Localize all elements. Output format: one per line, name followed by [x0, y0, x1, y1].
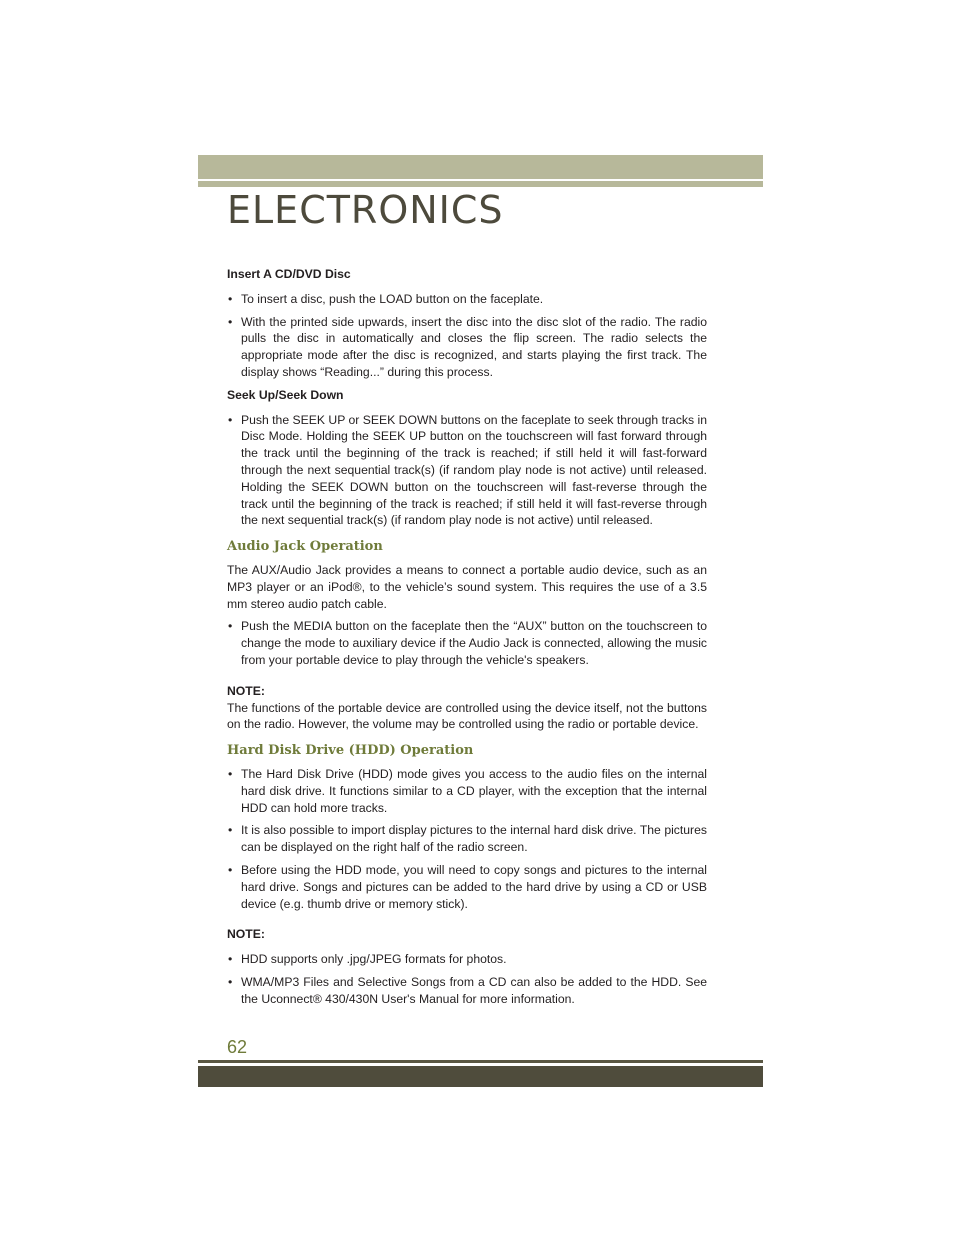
- list-item: • The Hard Disk Drive (HDD) mode gives you access to the audio files on the internal hard disk drive. It functions similar to a CD player, with the exception that the internal HDD can hold more tracks.: [227, 766, 707, 816]
- insert-disc-heading: Insert A CD/DVD Disc: [227, 267, 351, 281]
- footer-rule: [198, 1060, 763, 1063]
- seek-heading: Seek Up/Seek Down: [227, 387, 344, 402]
- note-text: The functions of the portable device are controlled using the device itself, not the buttons on the radio. However, the volume may be controlled using the radio or portable device.: [227, 700, 707, 732]
- note-label: NOTE:: [227, 683, 265, 698]
- footer-band: [198, 1066, 763, 1087]
- list-item: • Before using the HDD mode, you will need to copy songs and pictures to the internal hard drive. Songs and pictures can be added to the hard drive by using a CD or USB device (e.g. thumb drive or memory stick).: [227, 862, 707, 912]
- list-item: • With the printed side upwards, insert the disc into the disc slot of the radio. The radio pulls the disc in automatically and closes the flip screen. The radio selects the appropriate mode after the disc is recognized, and starts playing the first track. The display shows “Reading...” during this process.: [227, 314, 707, 381]
- header-rule: [198, 181, 763, 187]
- list-item: • It is also possible to import display pictures to the internal hard disk drive. The pictures can be displayed on the right half of the radio screen.: [227, 822, 707, 856]
- page-content: [227, 266, 707, 1013]
- list-item: • To insert a disc, push the LOAD button on the faceplate.: [227, 291, 707, 308]
- list-item: • HDD supports only .jpg/JPEG formats for photos.: [227, 951, 707, 968]
- hdd-heading: Hard Disk Drive (HDD) Operation: [227, 743, 474, 759]
- audio-jack-paragraph: The AUX/Audio Jack provides a means to connect a portable audio device, such as an MP3 player or an iPod®, to the vehicle’s sound system. This requires the use of a 3.5 mm stereo audio patch cable.: [227, 562, 707, 611]
- list-item: • Push the SEEK UP or SEEK DOWN buttons on the faceplate to seek through tracks in Disc Mode. Holding the SEEK UP button on the touchscreen will fast forward through the track until the beginning of the track is reached; if still held it will fast-forward through the next sequential track(s) (if random play node is not active) until released. Holding the SEEK DOWN button on the touchscreen will fast-reverse through the track until the beginning of the track is reached; if still held it will fast-reverse through the next sequential track(s) (if random play node is not active) until released.: [227, 412, 707, 530]
- page-number: 62: [227, 1037, 248, 1057]
- list-item: • Push the MEDIA button on the faceplate then the “AUX” button on the touchscreen to change the mode to auxiliary device if the Audio Jack is connected, allowing the music from your portable device to play through the vehicle's speakers.: [227, 618, 707, 668]
- audio-jack-heading: Audio Jack Operation: [227, 539, 383, 555]
- section-title: ELECTRONICS: [227, 188, 504, 232]
- header-band: [198, 155, 763, 179]
- note-label: NOTE:: [227, 927, 265, 942]
- list-item: • WMA/MP3 Files and Selective Songs from a CD can also be added to the HDD. See the Uconnect® 430/430N User's Manual for more information.: [227, 974, 707, 1008]
